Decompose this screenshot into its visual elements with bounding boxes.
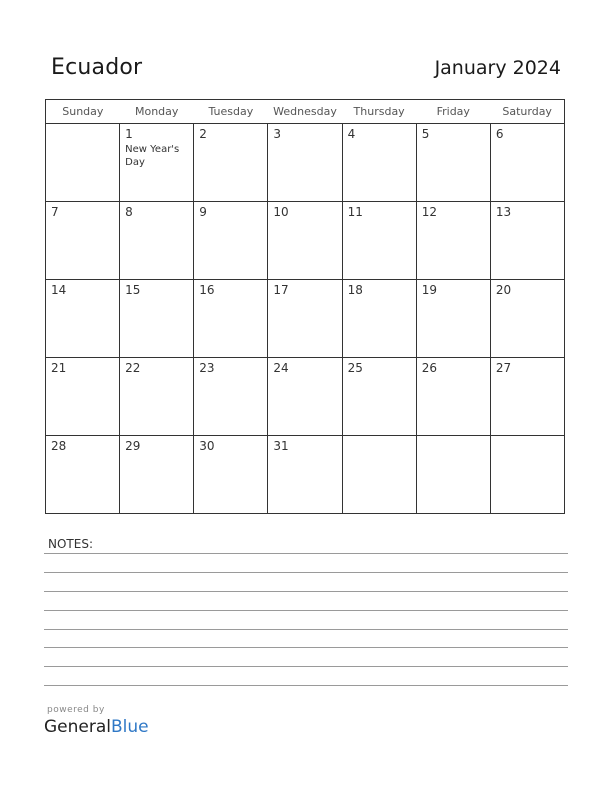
note-line: [44, 685, 568, 686]
day-number: 6: [495, 127, 504, 141]
day-cell: [416, 280, 490, 358]
day-number: 15: [125, 283, 141, 297]
day-cell: [120, 124, 194, 202]
day-cell: [490, 436, 564, 514]
holiday-label: New Year's Day: [125, 144, 180, 168]
day-number: 5: [421, 127, 430, 141]
day-cell: [46, 280, 120, 358]
day-cell: [46, 358, 120, 436]
day-number: 20: [495, 283, 512, 297]
day-number: 17: [273, 283, 289, 297]
day-number: 26: [421, 361, 437, 375]
day-number: 18: [347, 283, 363, 297]
day-number: 1: [125, 127, 133, 141]
week-row: [46, 202, 565, 280]
day-cell: [194, 436, 268, 514]
day-number: 3: [273, 127, 282, 141]
powered-by-text: powered by: [47, 705, 105, 715]
day-cell: [416, 124, 490, 202]
day-cell: [120, 436, 194, 514]
day-cell: [120, 358, 194, 436]
day-cell: [416, 358, 490, 436]
day-number: 29: [125, 439, 141, 453]
week-row: [46, 124, 565, 202]
day-cell: [268, 202, 342, 280]
day-number: 13: [495, 205, 512, 219]
day-cell: [194, 280, 268, 358]
weekday-header: Thursday: [342, 100, 416, 124]
day-cell: [416, 436, 490, 514]
day-cell: [490, 280, 564, 358]
day-number: 30: [199, 439, 215, 453]
day-number: 23: [199, 361, 215, 375]
calendar-grid: [45, 99, 565, 514]
day-number: 27: [495, 361, 512, 375]
day-cell: [490, 202, 564, 280]
note-line: [44, 666, 568, 667]
day-cell: [120, 202, 194, 280]
day-number: 9: [199, 205, 207, 219]
day-number: 19: [421, 283, 437, 297]
day-cell: [268, 124, 342, 202]
day-number: 24: [273, 361, 289, 375]
day-number: 7: [51, 205, 59, 219]
day-number: 2: [199, 127, 207, 141]
note-line: [44, 629, 568, 630]
day-cell: [268, 358, 342, 436]
day-number: 31: [273, 439, 289, 453]
day-number: [46, 124, 119, 127]
day-cell: [342, 124, 416, 202]
weekday-header: Friday: [416, 100, 490, 124]
weekday-header-row: [46, 100, 565, 124]
note-line: [44, 610, 568, 611]
day-number: [491, 436, 564, 439]
day-number: 11: [347, 205, 363, 219]
note-line: [44, 647, 568, 648]
day-cell: [120, 280, 194, 358]
country-title: Ecuador: [51, 55, 143, 80]
day-number: 22: [125, 361, 141, 375]
day-cell: [194, 202, 268, 280]
day-cell: [490, 358, 564, 436]
day-cell: [342, 358, 416, 436]
day-number: 14: [51, 283, 67, 297]
week-row: [46, 358, 565, 436]
day-number: [417, 436, 490, 439]
day-cell: [46, 202, 120, 280]
day-cell: [194, 124, 268, 202]
day-cell: [342, 436, 416, 514]
brand-part-blue: Blue: [111, 717, 149, 737]
day-cell: [268, 436, 342, 514]
day-cell: [46, 124, 120, 202]
day-number: 28: [51, 439, 67, 453]
day-cell: [194, 358, 268, 436]
day-number: 10: [273, 205, 289, 219]
day-number: 25: [347, 361, 363, 375]
note-line: [44, 572, 568, 573]
day-number: 12: [421, 205, 437, 219]
day-cell: [268, 280, 342, 358]
note-line: [44, 591, 568, 592]
day-number: 16: [199, 283, 215, 297]
day-number: 21: [51, 361, 67, 375]
generalblue-logo[interactable]: [44, 717, 149, 737]
day-cell: [46, 436, 120, 514]
weekday-header: Sunday: [46, 100, 120, 124]
weekday-header: Tuesday: [194, 100, 268, 124]
weekday-header: Monday: [120, 100, 194, 124]
month-title: January 2024: [434, 57, 561, 79]
day-cell: [416, 202, 490, 280]
weekday-header: Saturday: [490, 100, 564, 124]
day-cell: [342, 280, 416, 358]
note-line: [44, 553, 568, 554]
week-row: [46, 436, 565, 514]
day-number: 8: [125, 205, 133, 219]
week-row: [46, 280, 565, 358]
notes-label: NOTES:: [48, 537, 93, 551]
day-cell: [490, 124, 564, 202]
day-number: 4: [347, 127, 356, 141]
day-number: [343, 436, 416, 439]
day-cell: [342, 202, 416, 280]
brand-part-general: General: [44, 717, 111, 737]
weekday-header: Wednesday: [268, 100, 342, 124]
